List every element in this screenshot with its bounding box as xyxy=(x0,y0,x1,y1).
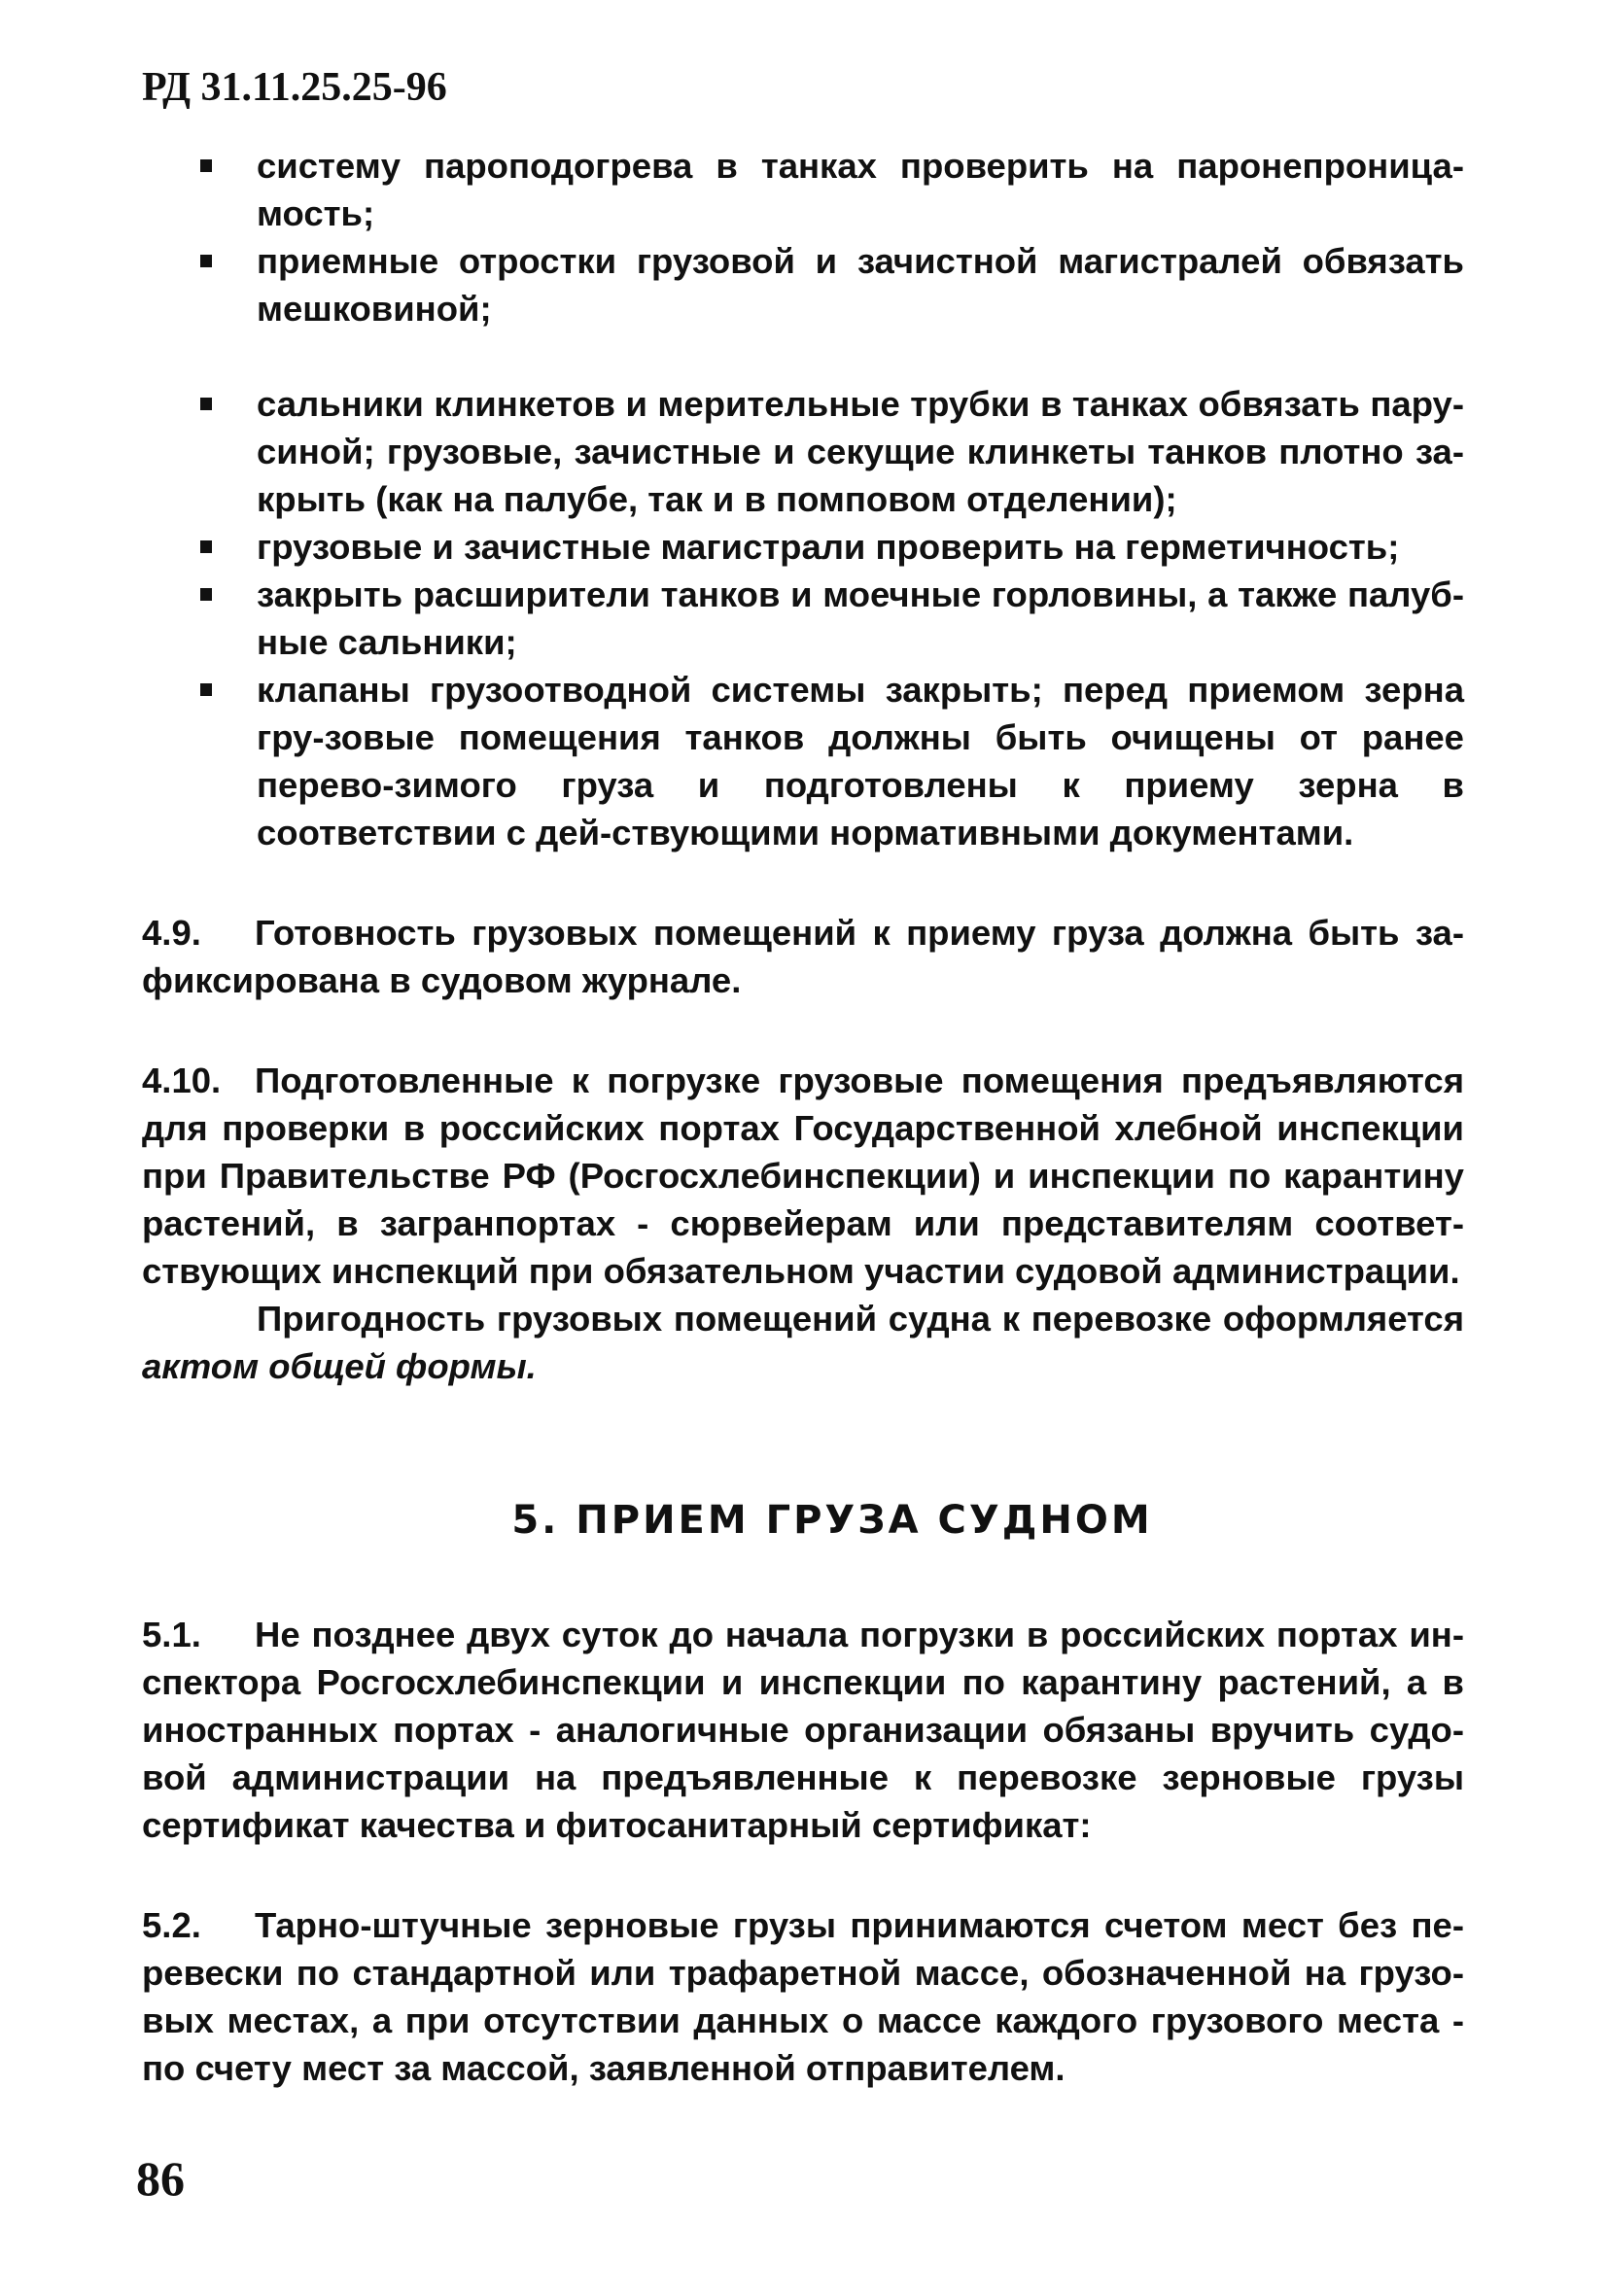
paragraph-number: 5.2. xyxy=(142,1905,201,1945)
paragraph-number: 4.9. xyxy=(142,913,201,953)
list-item xyxy=(142,666,1464,856)
list-item xyxy=(142,237,1464,332)
document-code-header: РД 31.11.25.25-96 xyxy=(142,65,447,110)
paragraph-4-9 xyxy=(142,909,1464,1004)
list-item xyxy=(142,380,1464,523)
paragraph-5-2 xyxy=(142,1901,1464,2092)
paragraph-text: Подготовленные к погрузке грузовые помещения предъявляются для проверки в российских портах Государственной хлебной инспекции при Правительстве РФ (Росгосхлебинспекции) и инспекции по карантину растений, в загранпортах - сюрвейерам или представителям соответ-ствующих инспекций при обязательном участии судовой администрации. xyxy=(142,1061,1464,1291)
list-item-text: сальники клинкетов и мерительные трубки в танках обвязать пару-синой; грузовые, зачистные и секущие клинкеты танков плотно за-крыть (как на палубе, так и в помповом отделении); xyxy=(257,384,1464,519)
list-item-text: системy пароподогрева в танках проверить на паронепроница-мость; xyxy=(257,146,1464,233)
bullet-marker-icon xyxy=(200,588,212,601)
paragraph-text: Не позднее двух суток до начала погрузки в российских портах ин-спектора Росгосхлебинспекции и инспекции по карантину растений, а в иностранных портах - аналогичные организации обязаны вручить судо-вой администрации на предъявленные к перевозке зерновые грузы сертификат качества и фитосанитарный сертификат: xyxy=(142,1615,1464,1845)
paragraph-number: 5.1. xyxy=(142,1615,201,1654)
bullet-marker-icon xyxy=(200,159,212,172)
paragraph-italic-text: актом общей формы. xyxy=(142,1346,537,1386)
list-item-text: клапаны грузоотводной системы закрыть; перед приемом зерна гру-зовые помещения танков должны быть очищены от ранее перево-зимого груза и подготовлены к приему зерна в соответствии с дей-ствующими нормативными документами. xyxy=(257,670,1464,852)
page-content xyxy=(142,142,1464,2092)
paragraph-number: 4.10. xyxy=(142,1061,222,1100)
bullet-marker-icon xyxy=(200,683,212,696)
bullet-marker-icon xyxy=(200,255,212,267)
list-item xyxy=(142,523,1464,571)
list-item-text: закрыть расширители танков и моечные горловины, а также палуб-ные сальники; xyxy=(257,574,1464,662)
paragraph-text: Готовность грузовых помещений к приему груза должна быть за-фиксирована в судовом журнале. xyxy=(142,913,1464,1000)
paragraph-text: Пригодность грузовых помещений судна к перевозке оформляется xyxy=(257,1299,1464,1339)
paragraph-4-10 xyxy=(142,1057,1464,1295)
paragraph-5-1 xyxy=(142,1611,1464,1849)
list-item xyxy=(142,571,1464,666)
list-item-text: грузовые и зачистные магистрали проверить на герметичность; xyxy=(257,527,1400,567)
section-title: 5. ПРИЕМ ГРУЗА СУДНОМ xyxy=(511,1498,1153,1543)
paragraph-text: Тарно-штучные зерновые грузы принимаются счетом мест без пе-ревески по стандартной или трафаретной массе, обозначенной на грузо-вых местах, а при отсутствии данных о массе каждого грузового места - по счету мест за массой, заявленной отправителем. xyxy=(142,1905,1464,2088)
list-item xyxy=(142,142,1464,237)
bullet-marker-icon xyxy=(200,540,212,553)
list-item-text: приемные отростки грузовой и зачистной магистралей обвязать мешковиной; xyxy=(257,241,1464,329)
preparation-bullet-list xyxy=(142,142,1464,856)
paragraph-4-10-continuation xyxy=(142,1295,1464,1390)
bullet-marker-icon xyxy=(200,398,212,410)
page-number: 86 xyxy=(136,2151,185,2206)
